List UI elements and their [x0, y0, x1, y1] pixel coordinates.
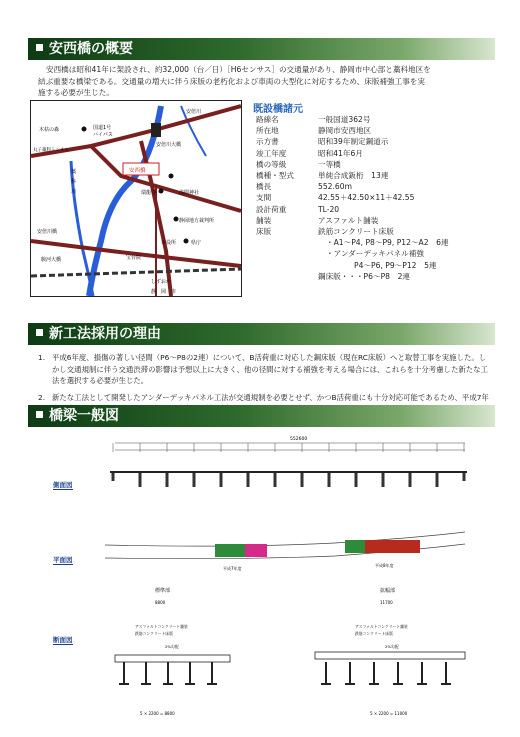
spec-key: 支間 [256, 193, 272, 203]
landmark-dot [174, 217, 179, 222]
map-label: 川 [71, 189, 77, 195]
plan-note: 平成8年度 [375, 563, 394, 568]
pier [301, 473, 304, 487]
drawing-svg [35, 430, 495, 730]
plan-segment-green [215, 544, 245, 557]
section-header-drawing [28, 405, 495, 427]
dim-text: 11700 [380, 600, 393, 605]
spec-row [256, 215, 496, 226]
pier [247, 473, 250, 487]
spec-value: 552.60m [318, 182, 352, 192]
section-view-label: 断面図 [53, 636, 73, 644]
note: 鉄筋コンクリート床版 [355, 631, 393, 636]
spec-subnote: P4～P6, P9～P12 5連 [354, 260, 437, 270]
map-label: 駿河大橋 [41, 257, 62, 263]
map-label: 木枯の森 [39, 127, 60, 133]
deck-slab [115, 655, 230, 662]
girder-flange [185, 683, 195, 685]
note: 鉄筋コンクリート床版 [135, 631, 173, 636]
spec-row [256, 114, 496, 125]
section-title: 新工法採用の理由 [49, 326, 161, 342]
plan-view-label: 平面図 [53, 556, 73, 564]
girder-flange [321, 683, 331, 685]
spec-key: 舗装 [256, 215, 272, 225]
spec-subnote: ・アンダーデッキパネル補強 [326, 249, 424, 259]
girder-flange [345, 683, 355, 685]
spec-subnote: 鋼床版・・・P6～P8 2連 [318, 271, 410, 281]
plan-note: 平成7年度 [223, 566, 242, 571]
spec-row [256, 192, 496, 203]
header-square-icon [36, 44, 43, 51]
spec-subnote: ・A1～P4, P8～P9, P12～A2 6連 [326, 238, 449, 248]
note: アスファルトコンクリート舗装 [355, 624, 408, 629]
map-label: 安西橋 [129, 168, 146, 174]
spec-key: 床版 [256, 227, 272, 237]
map-label: 市役所 [161, 240, 177, 246]
section-title: 安西橋の概要 [49, 41, 133, 57]
pier [274, 473, 277, 487]
map-label: 藁 [71, 169, 77, 175]
spec-value: 静岡市安西地区 [318, 126, 372, 136]
pier [139, 473, 142, 487]
pier [355, 473, 358, 487]
spec-key: 示方書 [256, 137, 279, 147]
pier [409, 473, 412, 487]
dim-text: 8800 [155, 600, 166, 605]
spec-row [256, 226, 496, 237]
pier [112, 473, 115, 481]
map-label: 科 [71, 179, 77, 185]
plan-segment-green [345, 540, 365, 553]
intro-line: 結ぶ重要な橋梁である。交通量の増大に伴う床版の老朽化および車両の大型化に対応するため、床版補強工事を実 [38, 76, 425, 86]
spec-key: 橋種・型式 [256, 171, 294, 181]
side-view-label: 側面図 [53, 481, 73, 489]
map-label: 丸子藁科トンネル [33, 148, 69, 153]
intro-line: 安西橋は昭和41年に架設され、約32,000（台／日）［H6センサス］の交通量があり、静岡市中心部と藁科地区を [46, 65, 431, 74]
reason-text: 新たな工法として開発したアンダーデッキパネル工法が交通規制を必要とせず、かつB活荷重にも十分対応可能であるため、平成7年 [52, 392, 489, 402]
spec-row [256, 136, 496, 147]
map-label: バイパス [93, 132, 113, 138]
header-square-icon [36, 329, 43, 336]
spec-title: 既設橋諸元 [253, 104, 303, 115]
spec-row [256, 170, 496, 181]
spec-key: 竣工年度 [256, 148, 287, 158]
spec-row [256, 204, 496, 215]
girder-web [325, 662, 327, 684]
railway [31, 269, 241, 276]
girder-flange [207, 683, 217, 685]
spec-row [256, 181, 496, 192]
spec-value: 単純合成鈑桁 13連 [318, 171, 389, 181]
intro-line: 施する必要が生じた。 [38, 88, 114, 97]
pier [436, 473, 439, 487]
girder-web [123, 662, 125, 684]
girder-web [167, 662, 169, 684]
girder-flange [393, 683, 403, 685]
note: 2%勾配 [385, 644, 399, 649]
map-label: 県庁 [191, 240, 202, 246]
bridge-drawing [35, 430, 495, 730]
spec-key: 設計荷重 [256, 204, 287, 214]
map-label: 安倍川大橋 [156, 142, 182, 148]
map-label: 国道1号 [93, 125, 112, 131]
map-label: 瑞龍寺 [141, 190, 157, 196]
plan-segment-magenta [245, 544, 267, 557]
girder-flange [369, 683, 379, 685]
route1 [31, 241, 241, 266]
spec-value: 昭和41年6月 [318, 148, 363, 158]
spec-table [256, 114, 496, 282]
spec-value: アスファルト舗装 [318, 215, 379, 225]
girder-web [397, 662, 399, 684]
pier [193, 473, 196, 487]
landmark-dot [159, 189, 164, 194]
girder-web [445, 662, 447, 684]
dim-text: 5 × 2200 = 11000 [370, 711, 408, 716]
section-title: 標準部 [155, 588, 171, 594]
girder-web [211, 662, 213, 684]
spec-key: 橋長 [256, 182, 272, 192]
girder-web [421, 662, 423, 684]
plan-segment-red [365, 540, 420, 553]
spec-value: 昭和39年制定鋼道示 [318, 137, 389, 147]
pier [463, 473, 466, 481]
dim-text: 552600 [290, 437, 308, 442]
map-svg [31, 101, 241, 296]
dim-text: 5 × 2200 = 8800 [140, 711, 175, 716]
spec-row [256, 148, 496, 159]
spec-value: 一般国道362号 [318, 115, 371, 124]
girder-flange [141, 683, 151, 685]
spec-key: 路線名 [256, 115, 279, 124]
girder-flange [417, 683, 427, 685]
spec-value: 42.55＋42.50×11＋42.55 [318, 193, 415, 203]
section-header-overview [28, 38, 495, 60]
spec-key: 橋の等級 [256, 159, 287, 169]
spec-row [256, 159, 496, 170]
pier [220, 473, 223, 487]
piers [112, 443, 466, 487]
spec-value: TL-20 [318, 204, 340, 214]
note: アスファルトコンクリート舗装 [135, 624, 188, 629]
bridge-icon [151, 123, 161, 137]
map-label: 浅間神社 [179, 190, 200, 196]
girder-web [189, 662, 191, 684]
spec-value: 一等橋 [318, 159, 341, 169]
map-label: 静 岡 市 [151, 289, 177, 295]
note: 2%勾配 [165, 644, 179, 649]
deck-slab [315, 652, 465, 659]
spec-value: 鉄筋コンクリート床版 [318, 227, 394, 237]
girder-web [145, 662, 147, 684]
intro-paragraph [38, 64, 498, 99]
section-header-reasons [28, 323, 495, 345]
girder-web [349, 662, 351, 684]
map-label: 宝台院 [126, 255, 142, 261]
header-square-icon [36, 411, 43, 418]
girder-flange [163, 683, 173, 685]
map-label: 安倍川橋 [37, 229, 58, 235]
reason-number: 2. [38, 392, 46, 402]
landmark-dot [169, 174, 174, 179]
location-map [30, 100, 242, 297]
map-label: 安倍川 [186, 109, 202, 115]
landmark-dot [184, 239, 189, 244]
pier [166, 473, 169, 487]
girder-flange [441, 683, 451, 685]
reason-item [38, 352, 493, 387]
section-title: 橋梁一般図 [49, 408, 119, 424]
reason-number: 1. [38, 353, 46, 362]
landmark-dot [82, 127, 87, 132]
girder-web [373, 662, 375, 684]
pier [382, 473, 385, 487]
section-title: 拡幅部 [380, 588, 396, 594]
reason-text: 平成6年度、損傷の著しい径間（P6～P8の2連）について、B活荷重に対応した鋼床版（現在RC床版）へと取替工事を実施した。しかし交通規制に伴う交通渋滞の影響は予想以上に大きく、他の径間に対する補強を考える場合には、これらを十分考慮した新たな工法を選択する必要が生じた。 [52, 353, 488, 385]
girders [119, 662, 451, 685]
map-label: しずおか [151, 279, 172, 285]
girder-flange [119, 683, 129, 685]
spec-row [256, 125, 496, 136]
pier [328, 473, 331, 487]
spec-key: 所在地 [256, 126, 279, 136]
map-label: 静岡地方裁判所 [179, 218, 215, 224]
